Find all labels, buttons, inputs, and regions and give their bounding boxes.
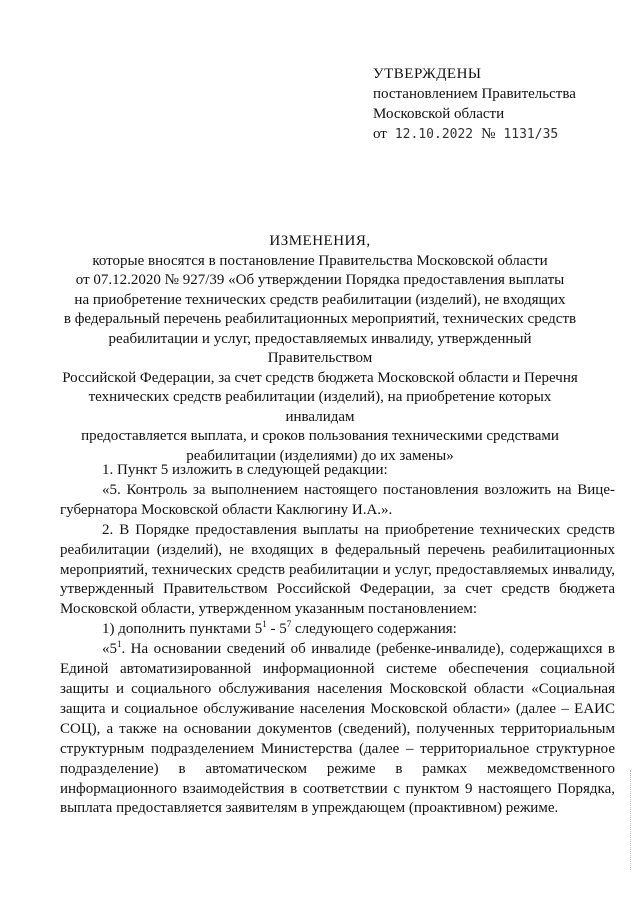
title-line: на приобретение технических средств реабилитации (изделий), не входящих bbox=[74, 291, 566, 308]
superscript: 1 bbox=[262, 619, 267, 630]
title-line: от 07.12.2020 № 927/39 «Об утверждении Порядка предоставления выплаты bbox=[75, 272, 565, 288]
paragraph bbox=[60, 620, 615, 640]
paragraph: 2. В Порядке предоставления выплаты на приобретение технических средств реабилитации (изделий), не входящих в федеральный перечень реабилитационных мероприятий, технических средств реабилитации и услуг, предоставляемых инвалиду, утвержденный Правительством Российской Федерации, за счет средств бюджета Московской области, утвержденном указанным постановлением: bbox=[60, 521, 615, 618]
title-line: реабилитации (изделиями) до их замены» bbox=[186, 447, 454, 464]
title-line: которые вносятся в постановление Правительства Московской области bbox=[92, 252, 548, 269]
title-line: в федеральный перечень реабилитационных мероприятий, технических средств bbox=[63, 311, 577, 327]
title-line: реабилитации и услуг, предоставляемых инвалиду, утвержденный Правительством bbox=[108, 330, 532, 366]
approval-heading: УТВЕРЖДЕНЫ bbox=[373, 66, 482, 82]
superscript: 1 bbox=[117, 639, 122, 650]
date-prefix: от bbox=[373, 126, 387, 142]
title-block bbox=[60, 232, 580, 466]
text-run: - 5 bbox=[266, 621, 287, 638]
text-run: . На основании сведений об инвалиде (ребенке-инвалиде), содержащихся в Единой автоматизированной информационной системе обеспечения социальной защиты и социального обслуживания населения Московской области «Социальная защита и социальное обслуживание населения Московской области» (далее – ЕАИС СОЦ), а также на основании документов (сведений), полученных территориальным структурным подразделением Министерства (далее – территориальное структурное подразделение) в автоматическом режиме в рамках межведомственного информационного взаимодействия в соответствии с пунктом 9 настоящего Порядка, выплата предоставляется заявителям в упреждающем (проактивном) режиме. bbox=[60, 641, 615, 817]
title-line: предоставляется выплата, и сроков пользования техническими средствами bbox=[81, 428, 559, 444]
title-line: технических средств реабилитации (изделий), на приобретение которых инвалидам bbox=[88, 389, 552, 425]
paragraph bbox=[60, 640, 615, 819]
approval-date: 12.10.2022 bbox=[394, 127, 474, 142]
approval-line: Московской области bbox=[373, 106, 505, 122]
approval-line: постановлением Правительства bbox=[373, 86, 576, 102]
approval-date-line bbox=[373, 124, 623, 145]
text-run: «5 bbox=[102, 641, 117, 658]
scan-edge-mark bbox=[630, 770, 635, 870]
paragraph: 1. Пункт 5 изложить в следующей редакции: bbox=[102, 462, 388, 478]
approval-stamp bbox=[373, 64, 623, 145]
text-run: следующего содержания: bbox=[291, 621, 457, 638]
approval-number: 1131/35 bbox=[503, 127, 559, 142]
superscript: 7 bbox=[286, 619, 292, 630]
title-line: Российской Федерации, за счет средств бюджета Московской области и Перечня bbox=[62, 369, 578, 386]
document-body bbox=[60, 461, 615, 819]
document-title: ИЗМЕНЕНИЯ, bbox=[269, 233, 371, 249]
number-prefix: № bbox=[481, 126, 496, 142]
text-run: 1) дополнить пунктами 5 bbox=[102, 621, 263, 638]
paragraph: «5. Контроль за выполнением настоящего постановления возложить на Вице-губернатора Московской области Каклюгину И.А.». bbox=[60, 481, 615, 518]
